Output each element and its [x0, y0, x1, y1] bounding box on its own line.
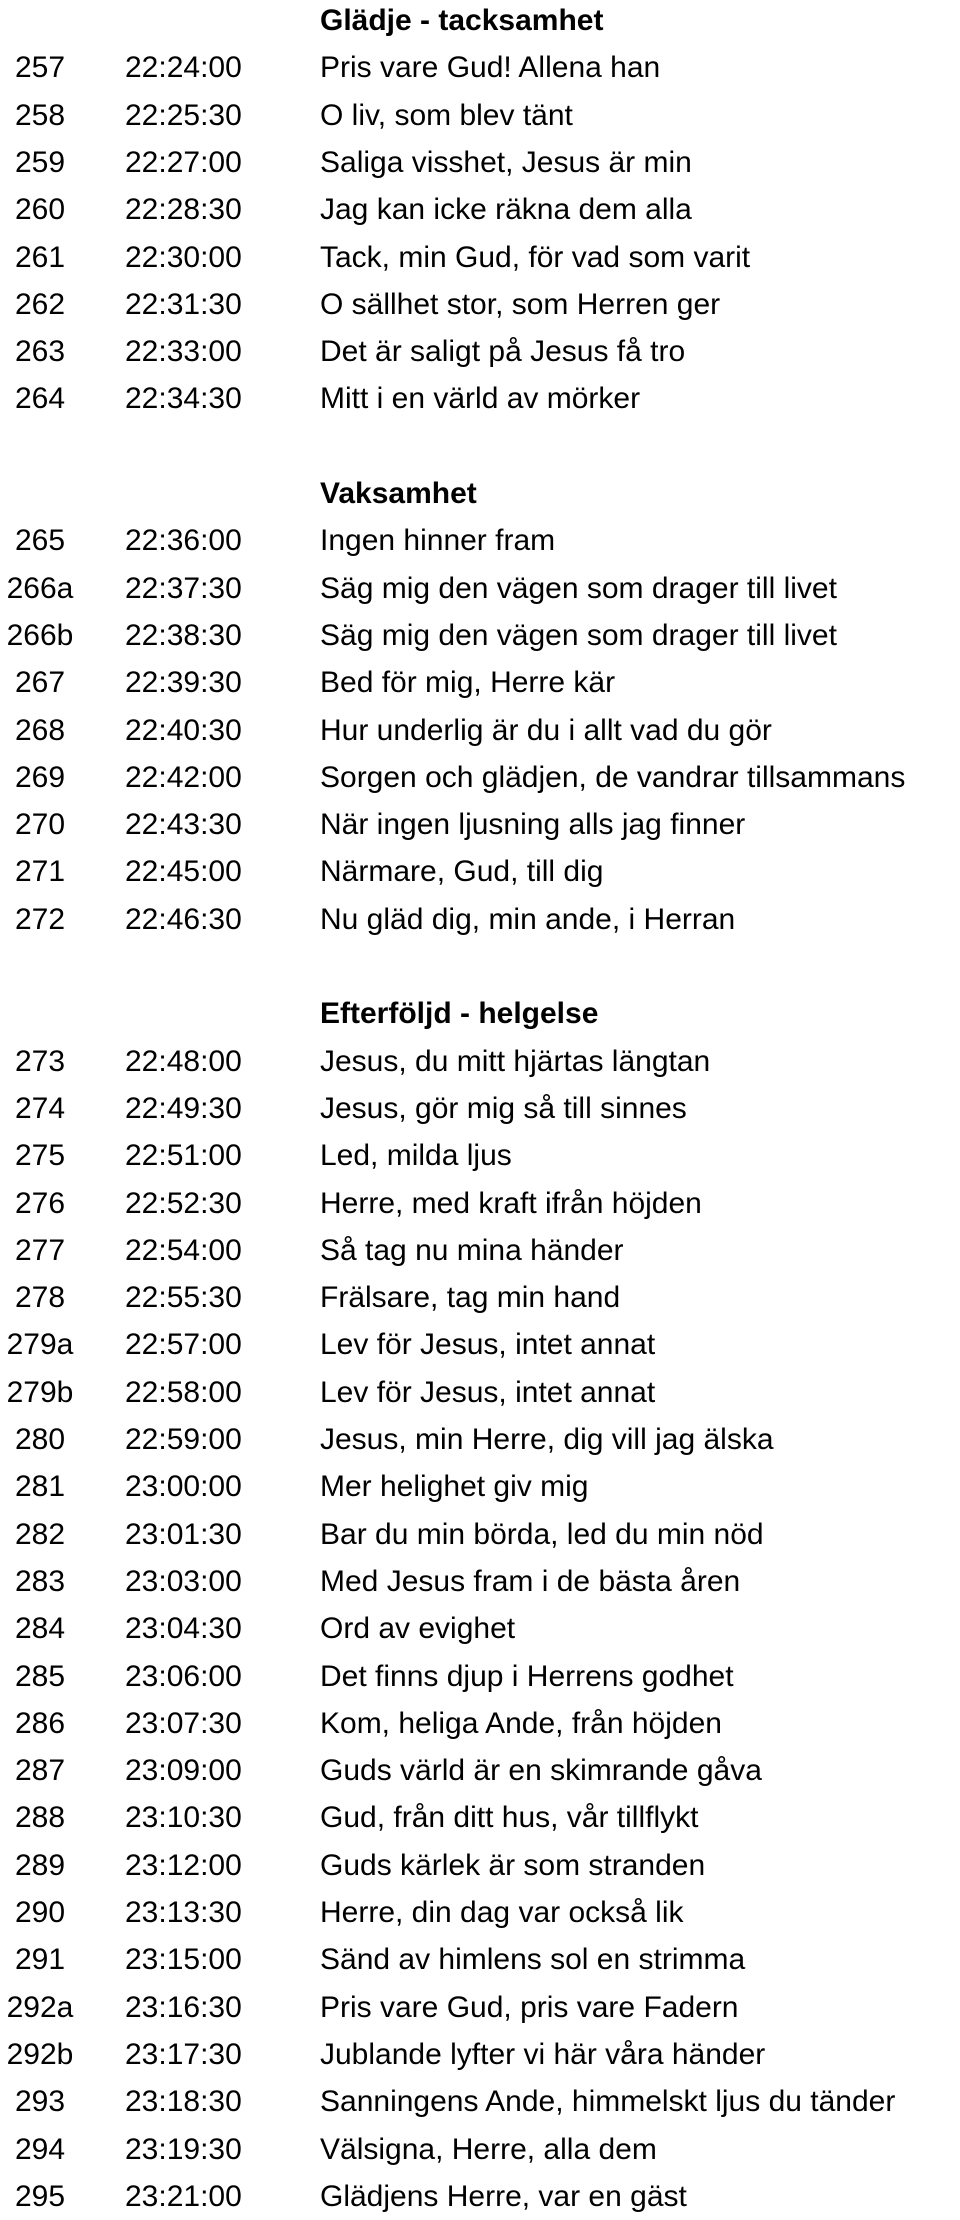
schedule-row	[0, 1605, 960, 1652]
schedule-row	[0, 92, 960, 139]
song-number: 260	[14, 193, 66, 227]
song-time: 22:59:00	[125, 1423, 242, 1456]
song-title: Närmare, Gud, till dig	[320, 855, 604, 889]
schedule-row	[0, 281, 960, 328]
schedule-row	[0, 1936, 960, 1983]
song-title: Pris vare Gud, pris vare Fadern	[320, 1990, 739, 2024]
schedule-row	[0, 1842, 960, 1889]
section-heading: Efterföljd - helgelse	[320, 997, 599, 1031]
song-number: 274	[14, 1091, 66, 1125]
song-number: 295	[14, 2179, 66, 2213]
song-number: 280	[14, 1423, 66, 1456]
song-number: 276	[14, 1186, 66, 1220]
schedule-row	[0, 896, 960, 943]
song-title: Det finns djup i Herrens godhet	[320, 1659, 734, 1693]
song-number: 275	[14, 1139, 66, 1173]
schedule-row	[0, 565, 960, 612]
song-number: 270	[14, 808, 66, 842]
song-number: 279b	[6, 1375, 74, 1409]
section-heading: Vaksamhet	[320, 477, 477, 510]
song-time: 23:18:30	[125, 2085, 242, 2119]
schedule-row	[0, 801, 960, 848]
song-time: 22:37:30	[125, 571, 242, 605]
song-time: 22:28:30	[125, 193, 242, 227]
song-title: Med Jesus fram i de bästa åren	[320, 1564, 741, 1598]
song-title: Säg mig den vägen som drager till livet	[320, 571, 837, 605]
song-number: 283	[14, 1564, 66, 1598]
song-number: 293	[14, 2085, 66, 2119]
song-number: 277	[14, 1233, 66, 1267]
song-time: 22:52:30	[125, 1186, 242, 1220]
schedule-row	[0, 1369, 960, 1416]
schedule-row	[0, 2031, 960, 2078]
song-number: 279a	[6, 1328, 74, 1362]
song-number: 266a	[6, 571, 74, 605]
song-time: 22:36:00	[125, 524, 242, 558]
song-title: När ingen ljusning alls jag finner	[320, 808, 746, 842]
section-heading: Glädje - tacksamhet	[320, 4, 604, 37]
song-number: 269	[14, 760, 66, 794]
schedule-row	[0, 612, 960, 659]
song-time: 22:55:30	[125, 1281, 242, 1315]
song-time: 22:46:30	[125, 902, 242, 936]
schedule-row	[0, 1227, 960, 1274]
song-number: 284	[14, 1612, 66, 1646]
song-time: 23:15:00	[125, 1943, 242, 1977]
song-number: 288	[14, 1801, 66, 1835]
song-time: 23:00:00	[125, 1470, 242, 1504]
song-title: Led, milda ljus	[320, 1139, 512, 1173]
song-number: 257	[14, 51, 66, 85]
song-time: 22:38:30	[125, 618, 242, 652]
song-time: 22:33:00	[125, 335, 242, 369]
schedule-row	[0, 1085, 960, 1132]
schedule-row	[0, 1747, 960, 1794]
song-number: 259	[14, 145, 66, 179]
song-time: 23:01:30	[125, 1517, 242, 1551]
song-time: 22:57:00	[125, 1328, 242, 1362]
song-time: 22:42:00	[125, 760, 242, 794]
song-time: 22:45:00	[125, 855, 242, 889]
song-title: Hur underlig är du i allt vad du gör	[320, 713, 772, 747]
schedule-row	[0, 848, 960, 895]
schedule-row	[0, 186, 960, 233]
song-time: 22:43:30	[125, 808, 242, 842]
schedule-row	[0, 44, 960, 91]
schedule-row	[0, 1038, 960, 1085]
song-title: Välsigna, Herre, alla dem	[320, 2132, 657, 2166]
song-time: 23:04:30	[125, 1612, 242, 1646]
song-title: Jesus, du mitt hjärtas längtan	[320, 1044, 711, 1078]
schedule-row	[0, 2173, 960, 2220]
song-title: Gud, från ditt hus, vår tillflykt	[320, 1801, 699, 1835]
song-title: Sorgen och glädjen, de vandrar tillsammans	[320, 760, 906, 794]
song-title: Saliga visshet, Jesus är min	[320, 145, 692, 179]
song-title: Det är saligt på Jesus få tro	[320, 335, 686, 369]
song-number: 264	[14, 382, 66, 416]
song-title: Ingen hinner fram	[320, 524, 556, 558]
song-title: Så tag nu mina händer	[320, 1233, 624, 1267]
schedule-row	[0, 1794, 960, 1841]
song-time: 23:21:00	[125, 2179, 242, 2213]
song-title: Mer helighet giv mig	[320, 1470, 589, 1504]
schedule-row	[0, 1321, 960, 1368]
song-title: Guds kärlek är som stranden	[320, 1848, 706, 1882]
song-number: 290	[14, 1896, 66, 1929]
song-time: 22:48:00	[125, 1044, 242, 1078]
song-number: 272	[14, 902, 66, 936]
song-number: 258	[14, 98, 66, 132]
song-number: 263	[14, 335, 66, 369]
song-number: 291	[14, 1943, 66, 1977]
song-time: 22:40:30	[125, 713, 242, 747]
song-number: 292b	[6, 2037, 74, 2071]
schedule-row	[0, 1511, 960, 1558]
song-number: 278	[14, 1281, 66, 1315]
song-number: 268	[14, 713, 66, 747]
song-title: Bed för mig, Herre kär	[320, 666, 616, 700]
song-number: 294	[14, 2132, 66, 2166]
song-time: 22:24:00	[125, 51, 242, 85]
song-number: 266b	[6, 618, 74, 652]
song-title: Mitt i en värld av mörker	[320, 382, 641, 416]
schedule-row	[0, 517, 960, 564]
song-title: Guds värld är en skimrande gåva	[320, 1754, 762, 1788]
song-time: 22:30:00	[125, 240, 242, 274]
song-number: 271	[14, 855, 66, 889]
song-title: Lev för Jesus, intet annat	[320, 1328, 656, 1362]
schedule-row	[0, 375, 960, 422]
song-time: 23:09:00	[125, 1754, 242, 1788]
song-title: O sällhet stor, som Herren ger	[320, 287, 721, 321]
song-title: Kom, heliga Ande, från höjden	[320, 1706, 722, 1740]
schedule-row	[0, 707, 960, 754]
schedule-row	[0, 754, 960, 801]
song-number: 261	[14, 240, 66, 274]
schedule-row	[0, 659, 960, 706]
song-title: Nu gläd dig, min ande, i Herran	[320, 902, 736, 936]
schedule-row	[0, 1463, 960, 1510]
schedule-row	[0, 1653, 960, 1700]
song-number: 289	[14, 1848, 66, 1882]
song-time: 23:06:00	[125, 1659, 242, 1693]
song-number: 292a	[6, 1990, 74, 2024]
song-number: 262	[14, 287, 66, 321]
song-number: 285	[14, 1659, 66, 1693]
song-title: Herre, med kraft ifrån höjden	[320, 1186, 702, 1220]
song-title: Glädjens Herre, var en gäst	[320, 2179, 687, 2213]
song-time: 23:12:00	[125, 1848, 242, 1882]
song-title: Tack, min Gud, för vad som varit	[320, 240, 751, 274]
schedule-row	[0, 1274, 960, 1321]
song-time: 22:58:00	[125, 1375, 242, 1409]
song-number: 286	[14, 1706, 66, 1740]
song-time: 22:31:30	[125, 287, 242, 321]
song-title: Jag kan icke räkna dem alla	[320, 193, 692, 227]
song-time: 22:34:30	[125, 382, 242, 416]
song-time: 23:13:30	[125, 1896, 242, 1929]
schedule-row	[0, 1132, 960, 1179]
song-time: 22:27:00	[125, 145, 242, 179]
song-title: Sanningens Ande, himmelskt ljus du tänder	[320, 2085, 896, 2119]
schedule-row	[0, 1889, 960, 1936]
song-number: 287	[14, 1754, 66, 1788]
song-title: Säg mig den vägen som drager till livet	[320, 618, 837, 652]
song-title: Herre, din dag var också lik	[320, 1896, 684, 1929]
song-time: 22:39:30	[125, 666, 242, 700]
song-number: 267	[14, 666, 66, 700]
song-title: Ord av evighet	[320, 1612, 516, 1646]
schedule-row	[0, 1558, 960, 1605]
song-number: 273	[14, 1044, 66, 1078]
song-title: Bar du min börda, led du min nöd	[320, 1517, 764, 1551]
song-time: 22:51:00	[125, 1139, 242, 1173]
song-time: 23:16:30	[125, 1990, 242, 2024]
song-title: Jesus, gör mig så till sinnes	[320, 1091, 687, 1125]
song-time: 23:19:30	[125, 2132, 242, 2166]
song-title: Lev för Jesus, intet annat	[320, 1375, 656, 1409]
song-time: 23:07:30	[125, 1706, 242, 1740]
song-title: O liv, som blev tänt	[320, 98, 573, 132]
song-time: 22:54:00	[125, 1233, 242, 1267]
schedule-row	[0, 1984, 960, 2031]
song-number: 281	[14, 1470, 66, 1504]
song-time: 22:25:30	[125, 98, 242, 132]
song-number: 282	[14, 1517, 66, 1551]
schedule-row	[0, 234, 960, 281]
song-time: 22:49:30	[125, 1091, 242, 1125]
schedule-row	[0, 1700, 960, 1747]
song-title: Jesus, min Herre, dig vill jag älska	[320, 1423, 774, 1456]
song-title: Frälsare, tag min hand	[320, 1281, 621, 1315]
song-title: Pris vare Gud! Allena han	[320, 51, 661, 85]
song-number: 265	[14, 524, 66, 558]
song-time: 23:17:30	[125, 2037, 242, 2071]
song-title: Sänd av himlens sol en strimma	[320, 1943, 746, 1977]
schedule-row	[0, 139, 960, 186]
song-title: Jublande lyfter vi här våra händer	[320, 2037, 766, 2071]
schedule-row	[0, 2126, 960, 2173]
schedule-row	[0, 2078, 960, 2125]
song-time: 23:10:30	[125, 1801, 242, 1835]
schedule-row	[0, 1416, 960, 1463]
song-time: 23:03:00	[125, 1564, 242, 1598]
schedule-row	[0, 1180, 960, 1227]
schedule-row	[0, 328, 960, 375]
